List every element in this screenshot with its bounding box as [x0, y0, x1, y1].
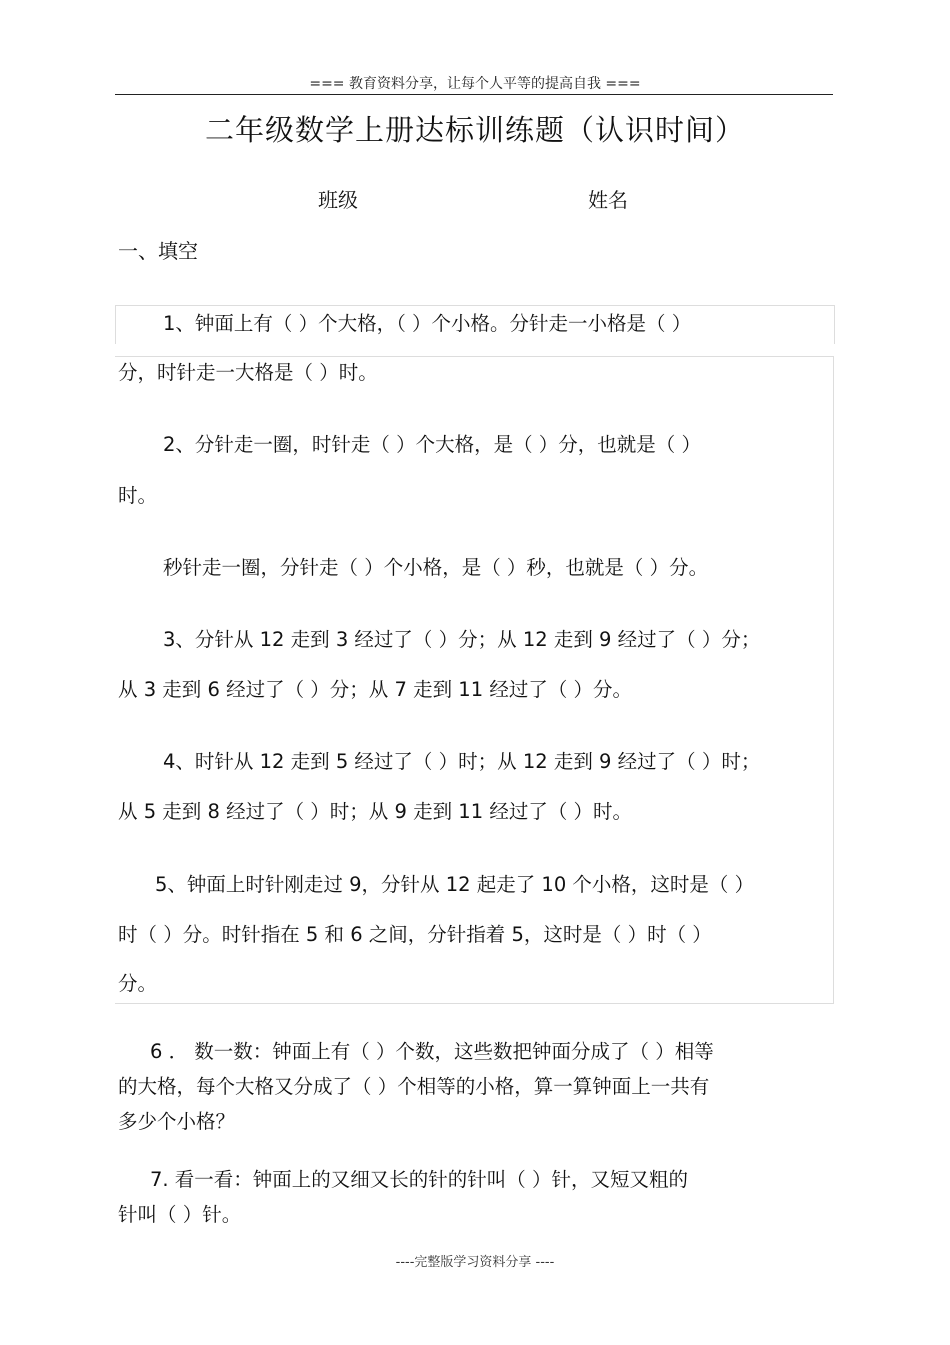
question-4-line-1: 4、时针从 12 走到 5 经过了（ ）时；从 12 走到 9 经过了（ ）时； — [163, 750, 761, 773]
question-1-line-1: 1、钟面上有（ ）个大格，（ ）个小格。分针走一小格是（ ） — [163, 312, 692, 335]
header-rule — [115, 94, 833, 95]
question-5-line-3: 分。 — [118, 972, 158, 995]
question-5-line-2: 时（ ）分。时针指在 5 和 6 之间，分针指着 5，这时是（ ）时（ ） — [118, 923, 712, 946]
question-7-line-2: 针叫（ ）针。 — [118, 1203, 242, 1226]
question-6-line-2: 的大格，每个大格又分成了（ ）个相等的小格，算一算钟面上一共有 — [118, 1075, 710, 1098]
question-3-line-1: 3、分针从 12 走到 3 经过了（ ）分；从 12 走到 9 经过了（ ）分； — [163, 628, 761, 651]
section-heading-fill-blank: 一、填空 — [118, 239, 198, 263]
class-label: 班级 — [318, 188, 358, 212]
page-header: === 教育资料分享，让每个人平等的提高自我 === — [309, 76, 641, 92]
question-6-line-3: 多少个小格？ — [118, 1110, 236, 1133]
page-title: 二年级数学上册达标训练题（认识时间） — [204, 113, 745, 147]
question-5-line-1: 5、钟面上时针刚走过 9，分针从 12 起走了 10 个小格，这时是（ ） — [155, 873, 755, 896]
question-7-line-1: 7. 看一看：钟面上的又细又长的针的针叫（ ）针，又短又粗的 — [150, 1168, 689, 1191]
name-label: 姓名 — [588, 188, 628, 212]
question-2-line-1: 2、分针走一圈，时针走（ ）个大格，是（ ）分，也就是（ ） — [163, 433, 702, 456]
question-6-line-1: 6 ． 数一数：钟面上有（ ）个数，这些数把钟面分成了（ ）相等 — [150, 1040, 714, 1063]
question-4-line-2: 从 5 走到 8 经过了（ ）时；从 9 走到 11 经过了（ ）时。 — [118, 800, 633, 823]
page-footer: ----完整版学习资料分享 ---- — [395, 1255, 555, 1270]
question-2-line-3: 秒针走一圈，分针走（ ）个小格，是（ ）秒，也就是（ ）分。 — [163, 556, 709, 579]
question-2-line-2: 时。 — [118, 484, 158, 507]
question-3-line-2: 从 3 走到 6 经过了（ ）分；从 7 走到 11 经过了（ ）分。 — [118, 678, 633, 701]
question-1-line-2: 分，时针走一大格是（ ）时。 — [118, 361, 378, 384]
